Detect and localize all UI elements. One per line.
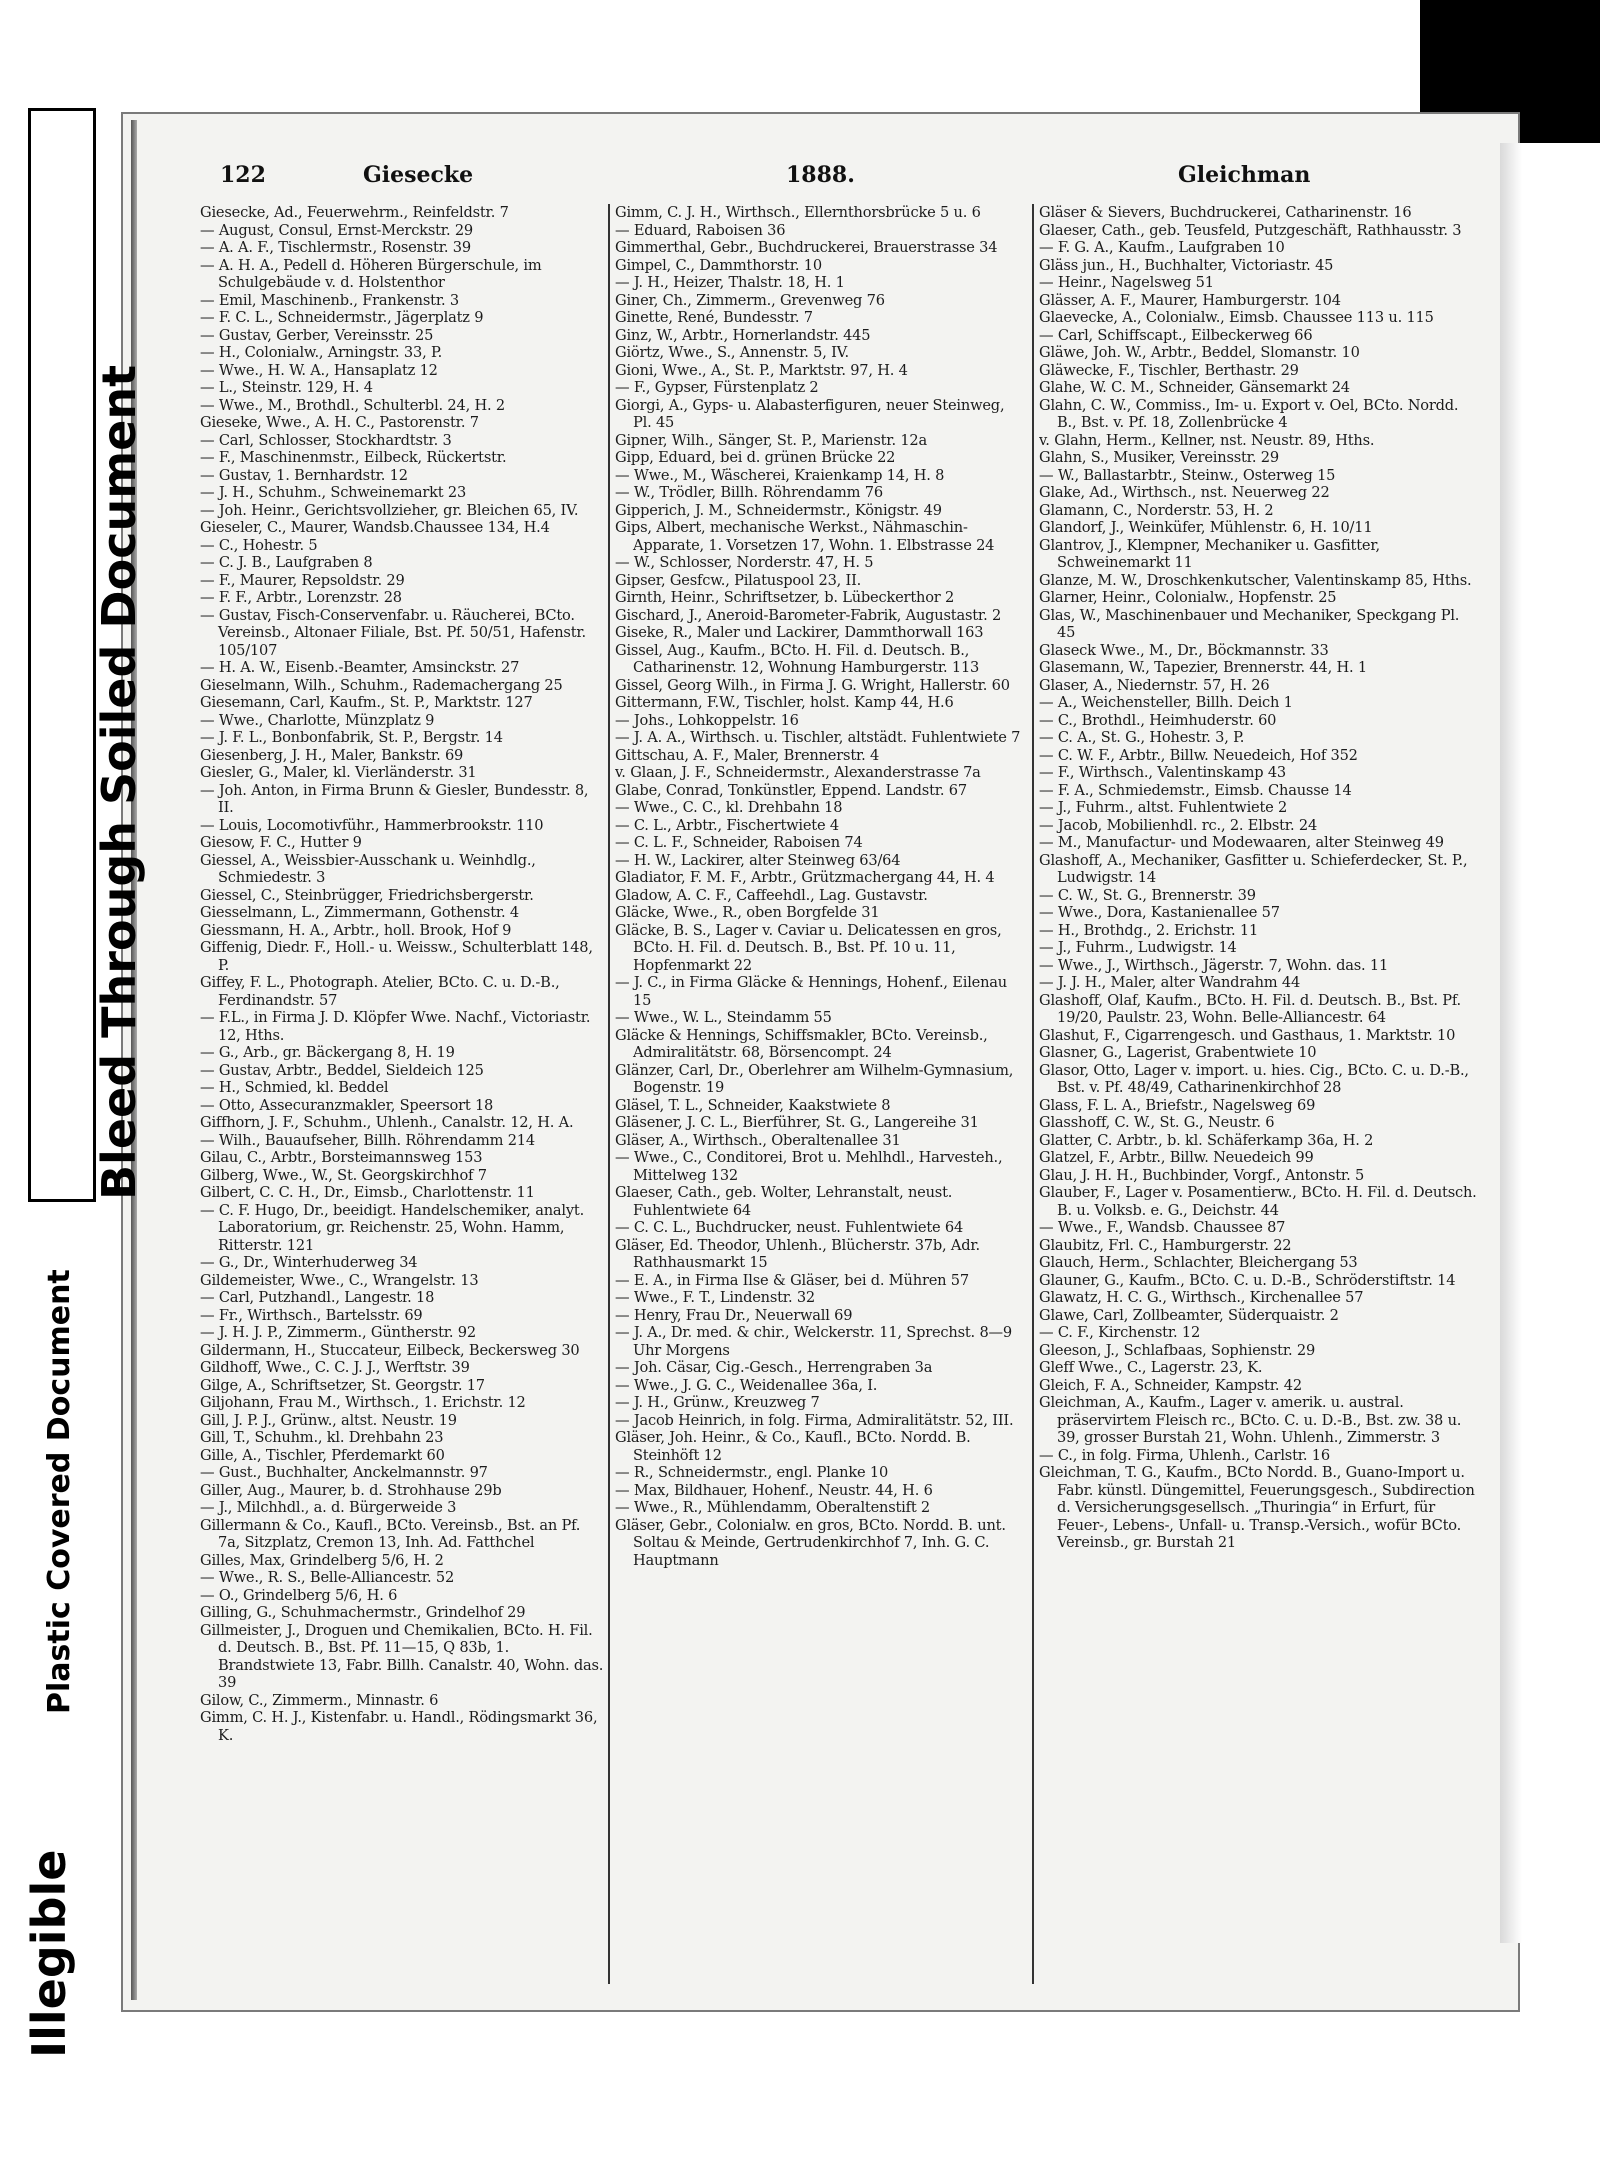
directory-entry: Glawatz, H. C. G., Wirthsch., Kirchenallee 57 (1039, 1289, 1364, 1306)
directory-entry: — Carl, Schiffscapt., Eilbeckerweg 66 (1039, 326, 1313, 344)
directory-entry: Glasner, G., Lagerist, Grabentwiete 10 (1039, 1044, 1317, 1061)
directory-entry: — H., Colonialw., Arningstr. 33, P. (200, 344, 443, 361)
directory-entry: Giffey, F. L., Photograph. Atelier, BCto. C. u. D.-B., Ferdinandstr. 57 (200, 974, 560, 1009)
column-divider (608, 204, 610, 1984)
directory-entry: Gildermann, H., Stuccateur, Eilbeck, Beckersweg 30 (200, 1341, 580, 1359)
directory-entry: — Wwe., C., Conditorei, Brot u. Mehlhdl., Harvesteh., Mittelweg 132 (615, 1149, 1003, 1184)
directory-entry: — Heinr., Nagelsweg 51 (1039, 274, 1214, 291)
directory-entry: — F.L., in Firma J. D. Klöpfer Wwe. Nachf., Victoriastr. 12, Hths. (200, 1009, 591, 1044)
page-header (148, 162, 1496, 198)
directory-entry: Giorgi, A., Gyps- u. Alabasterfiguren, neuer Steinweg, Pl. 45 (615, 396, 1005, 431)
directory-entry: Giseke, R., Maler und Lackirer, Dammthorwall 163 (615, 624, 984, 641)
directory-entry: Glaser, A., Niedernstr. 57, H. 26 (1039, 676, 1270, 694)
directory-entry: Glauner, G., Kaufm., BCto. C. u. D.-B., Schröderstiftstr. 14 (1039, 1271, 1456, 1289)
directory-entry: Gipner, Wilh., Sänger, St. P., Marienstr. 12a (615, 431, 927, 449)
directory-entry: Gläwecke, F., Tischler, Berthastr. 29 (1039, 361, 1299, 379)
directory-entry: — Joh. Heinr., Gerichtsvollzieher, gr. Bleichen 65, IV. (200, 501, 579, 519)
directory-entry: Giörtz, Wwe., S., Annenstr. 5, IV. (615, 344, 849, 361)
page-number: 122 (220, 162, 266, 188)
directory-entry: Gläser, A., Wirthsch., Oberaltenallee 31 (615, 1131, 901, 1149)
directory-entry: — Gustav, 1. Bernhardstr. 12 (200, 466, 408, 484)
directory-entry: Gläcke, Wwe., R., oben Borgfelde 31 (615, 904, 880, 921)
directory-entry: Glaseck Wwe., M., Dr., Böckmannstr. 33 (1039, 641, 1329, 659)
directory-entry: Gilow, C., Zimmerm., Minnastr. 6 (200, 1691, 439, 1709)
directory-entry: Giffhorn, J. F., Schuhm., Uhlenh., Canalstr. 12, H. A. (200, 1114, 574, 1131)
directory-entry: Glarner, Heinr., Colonialw., Hopfenstr. 25 (1039, 589, 1337, 606)
directory-entry: — Jacob Heinrich, in folg. Firma, Admiralitätstr. 52, III. (615, 1411, 1014, 1429)
directory-entry: Giessel, C., Steinbrügger, Friedrichsbergerstr. (200, 886, 534, 904)
directory-entry: — J., Fuhrm., altst. Fuhlentwiete 2 (1039, 799, 1288, 816)
directory-entry: Gläss jun., H., Buchhalter, Victoriastr. 45 (1039, 256, 1334, 274)
directory-entry: — G., Arb., gr. Bäckergang 8, H. 19 (200, 1044, 455, 1061)
directory-entry: v. Glahn, Herm., Kellner, nst. Neustr. 89, Hths. (1039, 431, 1375, 449)
directory-entry: — Wwe., Dora, Kastanienallee 57 (1039, 904, 1280, 921)
directory-entry: Gildhoff, Wwe., C. C. J. J., Werftstr. 39 (200, 1359, 470, 1376)
directory-entry: Giesselmann, L., Zimmermann, Gothenstr. 4 (200, 904, 520, 921)
directory-entry: Gleff Wwe., C., Lagerstr. 23, K. (1039, 1359, 1263, 1376)
directory-entry: — Gustav, Gerber, Vereinsstr. 25 (200, 326, 434, 344)
directory-entry: Gilbert, C. C. H., Dr., Eimsb., Charlottenstr. 11 (200, 1184, 535, 1201)
directory-entry: — W., Schlosser, Norderstr. 47, H. 5 (615, 554, 874, 571)
directory-entry: — J., Fuhrm., Ludwigstr. 14 (1039, 939, 1237, 956)
directory-entry: — W., Ballastarbtr., Steinw., Osterweg 15 (1039, 466, 1336, 484)
directory-entry: Glauch, Herm., Schlachter, Bleichergang 53 (1039, 1254, 1358, 1271)
directory-entry: — Eduard, Raboisen 36 (615, 221, 786, 239)
directory-entry: — Wwe., H. W. A., Hansaplatz 12 (200, 361, 438, 379)
directory-entry: Gilau, C., Arbtr., Borsteimannsweg 153 (200, 1149, 483, 1166)
directory-column-middle (615, 204, 1027, 1984)
directory-entry: Gissel, Aug., Kaufm., BCto. H. Fil. d. Deutsch. B., Catharinenstr. 12, Wohnung Hamburgerstr. 113 (615, 641, 980, 676)
directory-entry: Giffenig, Diedr. F., Holl.- u. Weissw., Schulterblatt 148, P. (200, 939, 593, 974)
directory-entry: — C., Brothdl., Heimhuderstr. 60 (1039, 711, 1277, 729)
directory-entry: Gilge, A., Schriftsetzer, St. Georgstr. 17 (200, 1376, 485, 1394)
directory-entry: Glahe, W. C. M., Schneider, Gänsemarkt 24 (1039, 379, 1350, 396)
directory-entry: — C., Hohestr. 5 (200, 536, 318, 554)
directory-entry: Gill, J. P. J., Grünw., altst. Neustr. 19 (200, 1411, 457, 1429)
directory-entry: — Wwe., F., Wandsb. Chaussee 87 (1039, 1219, 1286, 1236)
directory-entry: Gleichman, A., Kaufm., Lager v. amerik. u. austral. präservirtem Fleisch rc., BCto. C. u. D.-B., Bst. zw. 38 u. 39, grosser Burstah 21, Wohn. Uhlenh., Zimmerstr. 3 (1039, 1394, 1462, 1446)
directory-entry: Glaeser, Cath., geb. Wolter, Lehranstalt, neust. Fuhlentwiete 64 (615, 1184, 953, 1219)
directory-entry: Giessel, A., Weissbier-Ausschank u. Weinhdlg., Schmiedestr. 3 (200, 851, 536, 886)
directory-entry: — L., Steinstr. 129, H. 4 (200, 379, 373, 396)
directory-entry: Gladow, A. C. F., Caffeehdl., Lag. Gustavstr. (615, 886, 928, 904)
directory-entry: — J. H., Grünw., Kreuzweg 7 (615, 1394, 820, 1411)
directory-entry: — H., Schmied, kl. Beddel (200, 1079, 389, 1096)
directory-entry: — F. F., Arbtr., Lorenzstr. 28 (200, 589, 402, 606)
directory-entry: Gilling, G., Schuhmachermstr., Grindelhof 29 (200, 1604, 526, 1621)
directory-entry: Gimm, C. H. J., Kistenfabr. u. Handl., Rödingsmarkt 36, K. (200, 1709, 598, 1744)
directory-entry: Glänzer, Carl, Dr., Oberlehrer am Wilhelm-Gymnasium, Bogenstr. 19 (615, 1061, 1014, 1096)
directory-entry: Giller, Aug., Maurer, b. d. Strohhause 29b (200, 1481, 502, 1499)
plastic-covered-stamp: Plastic Covered Document (42, 1269, 77, 1714)
directory-entry: Girnth, Heinr., Schriftsetzer, b. Lübeckerthor 2 (615, 589, 955, 606)
directory-entry: — Fr., Wirthsch., Bartelsstr. 69 (200, 1306, 423, 1324)
directory-entry: Glatter, C. Arbtr., b. kl. Schäferkamp 36a, H. 2 (1039, 1131, 1374, 1149)
directory-entry: — F., Wirthsch., Valentinskamp 43 (1039, 764, 1286, 781)
directory-entry: Glau, J. H. H., Buchbinder, Vorgf., Antonstr. 5 (1039, 1166, 1365, 1184)
directory-entry: Gläwe, Joh. W., Arbtr., Beddel, Slomanstr. 10 (1039, 344, 1360, 361)
directory-entry: — F., Gypser, Fürstenplatz 2 (615, 379, 819, 396)
directory-entry: Glasemann, W., Tapezier, Brennerstr. 44, H. 1 (1039, 659, 1367, 676)
directory-entry: Giesler, G., Maler, kl. Vierländerstr. 31 (200, 764, 477, 781)
directory-entry: — C. L. F., Schneider, Raboisen 74 (615, 834, 863, 851)
directory-entry: Glawe, Carl, Zollbeamter, Süderquaistr. 2 (1039, 1306, 1339, 1324)
directory-entry: Gissel, Georg Wilh., in Firma J. G. Wright, Hallerstr. 60 (615, 676, 1010, 694)
directory-entry: — Wwe., W. L., Steindamm 55 (615, 1009, 832, 1026)
bleed-through-stamp: Bleed Through Soiled Document (92, 364, 146, 1200)
directory-entry: Glanze, M. W., Droschkenkutscher, Valentinskamp 85, Hths. (1039, 571, 1472, 589)
directory-entry: Glas, W., Maschinenbauer und Mechaniker, Speckgang Pl. 45 (1039, 606, 1460, 641)
directory-entry: — J. F. L., Bonbonfabrik, St. P., Bergstr. 14 (200, 729, 503, 746)
directory-entry: — C., in folg. Firma, Uhlenh., Carlstr. 16 (1039, 1446, 1330, 1464)
directory-entry: Gläcke & Hennings, Schiffsmakler, BCto. Vereinsb., Admiralitätstr. 68, Börsencompt. 24 (615, 1026, 988, 1061)
directory-entry: — Jacob, Mobilienhdl. rc., 2. Elbstr. 24 (1039, 816, 1318, 834)
directory-entry: Gildemeister, Wwe., C., Wrangelstr. 13 (200, 1271, 479, 1289)
directory-entry: — Max, Bildhauer, Hohenf., Neustr. 44, H. 6 (615, 1481, 933, 1499)
page-shadow (1500, 143, 1522, 1943)
directory-entry: Gittschau, A. F., Maler, Brennerstr. 4 (615, 746, 880, 764)
directory-entry: Gimmerthal, Gebr., Buchdruckerei, Brauerstrasse 34 (615, 239, 998, 256)
directory-entry: Gipperich, J. M., Schneidermstr., Königstr. 49 (615, 501, 942, 519)
directory-entry: — Wwe., M., Wäscherei, Kraienkamp 14, H. 8 (615, 466, 945, 484)
directory-entry: Gieseke, Wwe., A. H. C., Pastorenstr. 7 (200, 414, 479, 431)
directory-entry: — Wwe., R. S., Belle-Alliancestr. 52 (200, 1569, 455, 1586)
directory-entry: — Wwe., J., Wirthsch., Jägerstr. 7, Wohn. das. 11 (1039, 956, 1389, 974)
directory-entry: — G., Dr., Winterhuderweg 34 (200, 1254, 418, 1271)
directory-entry: Giessmann, H. A., Arbtr., holl. Brook, Hof 9 (200, 921, 512, 939)
left-keyword: Giesecke (363, 162, 474, 188)
right-keyword: Gleichman (1178, 162, 1311, 188)
directory-entry: Gläcke, B. S., Lager v. Caviar u. Delicatessen en gros, BCto. H. Fil. d. Deutsch. B., Bst. Pf. 10 u. 11, Hopfenmarkt 22 (615, 921, 1002, 974)
directory-entry: Gips, Albert, mechanische Werkst., Nähmaschin-Apparate, 1. Vorsetzen 17, Wohn. 1. Elbstrasse 24 (615, 519, 995, 554)
directory-entry: — J. J. H., Maler, alter Wandrahm 44 (1039, 974, 1301, 991)
directory-entry: — Wwe., C. C., kl. Drehbahn 18 (615, 799, 843, 816)
directory-entry: — Gust., Buchhalter, Anckelmannstr. 97 (200, 1464, 488, 1481)
directory-entry: Gill, T., Schuhm., kl. Drehbahn 23 (200, 1429, 444, 1446)
directory-page (148, 126, 1496, 1996)
directory-column-right (1039, 204, 1479, 1984)
directory-entry: Glatzel, F., Arbtr., Billw. Neuedeich 99 (1039, 1149, 1314, 1166)
directory-entry: Gieselmann, Wilh., Schuhm., Rademachergang 25 (200, 676, 563, 694)
directory-entry: — J. H. J. P., Zimmerm., Güntherstr. 92 (200, 1324, 476, 1341)
stamp-border (28, 108, 96, 1202)
directory-entry: Glantrov, J., Klempner, Mechaniker u. Gasfitter, Schweinemarkt 11 (1039, 536, 1380, 571)
directory-entry: Gleichman, T. G., Kaufm., BCto Nordd. B., Guano-Import u. Fabr. künstl. Düngemittel, Feuerungsgesch., Subdirection d. Versicherungsgesellsch. „Thuringia“ in Erfurt, für Feuer-, Lebens-, Unfall- u. Transp.-Versich., wofür BCto. Vereinsb., gr. Burstah 21 (1039, 1464, 1475, 1551)
directory-entry: — C. W., St. G., Brennerstr. 39 (1039, 886, 1256, 904)
directory-entry: — Wwe., Charlotte, Münzplatz 9 (200, 711, 435, 729)
directory-entry: Gittermann, F.W., Tischler, holst. Kamp 44, H.6 (615, 694, 954, 711)
directory-entry: — H., Brothdg., 2. Erichstr. 11 (1039, 921, 1259, 939)
directory-entry: Gläsel, T. L., Schneider, Kaakstwiete 8 (615, 1096, 891, 1114)
directory-entry: — C. C. L., Buchdrucker, neust. Fuhlentwiete 64 (615, 1219, 964, 1236)
directory-entry: — Carl, Schlosser, Stockhardtstr. 3 (200, 431, 452, 449)
directory-entry: — E. A., in Firma Ilse & Gläser, bei d. Mühren 57 (615, 1271, 969, 1289)
directory-entry: — R., Schneidermstr., engl. Planke 10 (615, 1464, 889, 1481)
directory-entry: — J. H., Schuhm., Schweinemarkt 23 (200, 484, 467, 501)
directory-entry: — J. A. A., Wirthsch. u. Tischler, altstädt. Fuhlentwiete 7 (615, 729, 1021, 746)
directory-entry: — C. A., St. G., Hohestr. 3, P. (1039, 729, 1245, 746)
directory-entry: — Emil, Maschinenb., Frankenstr. 3 (200, 291, 459, 309)
directory-entry: Gillermann & Co., Kaufl., BCto. Vereinsb., Bst. an Pf. 7a, Sitzplatz, Cremon 13, Inh. Ad. Fatthchel (200, 1516, 581, 1551)
directory-entry: Glauber, F., Lager v. Posamentierw., BCto. H. Fil. d. Deutsch. B. u. Volksb. e. G., Deichstr. 44 (1039, 1184, 1477, 1219)
directory-entry: — Joh. Cäsar, Cig.-Gesch., Herrengraben 3a (615, 1359, 933, 1376)
directory-entry: Glasor, Otto, Lager v. import. u. hies. Cig., BCto. C. u. D.-B., Bst. v. Pf. 48/49, Catharinenkirchhof 28 (1039, 1061, 1469, 1096)
directory-entry: — August, Consul, Ernst-Merckstr. 29 (200, 221, 473, 239)
directory-entry: — C. J. B., Laufgraben 8 (200, 554, 373, 571)
directory-entry: Glashut, F., Cigarrengesch. und Gasthaus, 1. Marktstr. 10 (1039, 1026, 1456, 1044)
column-divider (1032, 204, 1034, 1984)
directory-entry: — F. A., Schmiedemstr., Eimsb. Chausse 14 (1039, 781, 1352, 799)
directory-entry: — Otto, Assecuranzmakler, Speersort 18 (200, 1096, 494, 1114)
directory-entry: — F., Maurer, Repsoldstr. 29 (200, 571, 405, 589)
directory-entry: — Gustav, Arbtr., Beddel, Sieldeich 125 (200, 1061, 484, 1079)
directory-entry: Glamann, C., Norderstr. 53, H. 2 (1039, 501, 1274, 519)
directory-entry: Glass, F. L. A., Briefstr., Nagelsweg 69 (1039, 1096, 1316, 1114)
directory-entry: — Henry, Frau Dr., Neuerwall 69 (615, 1306, 853, 1324)
directory-entry: — Wwe., F. T., Lindenstr. 32 (615, 1289, 816, 1306)
directory-entry: v. Glaan, J. F., Schneidermstr., Alexanderstrasse 7a (615, 764, 981, 781)
directory-entry: Glaevecke, A., Colonialw., Eimsb. Chaussee 113 u. 115 (1039, 309, 1434, 326)
directory-entry: Gilberg, Wwe., W., St. Georgskirchhof 7 (200, 1166, 487, 1184)
directory-entry: — Wwe., M., Brothdl., Schulterbl. 24, H. 2 (200, 396, 505, 414)
year: 1888. (786, 162, 855, 188)
directory-entry: Giner, Ch., Zimmerm., Grevenweg 76 (615, 291, 885, 309)
directory-entry: Gladiator, F. M. F., Arbtr., Grützmachergang 44, H. 4 (615, 869, 995, 886)
directory-entry: Giesenberg, J. H., Maler, Bankstr. 69 (200, 746, 464, 764)
directory-entry: Glasshoff, C. W., St. G., Neustr. 6 (1039, 1114, 1275, 1131)
directory-entry: — J. H., Heizer, Thalstr. 18, H. 1 (615, 274, 845, 291)
directory-entry: Ginz, W., Arbtr., Hornerlandstr. 445 (615, 326, 871, 344)
illegible-stamp: Illegible (22, 1849, 76, 2058)
directory-entry: — Louis, Locomotivführ., Hammerbrookstr. 110 (200, 816, 544, 834)
directory-entry: Gleeson, J., Schlafbaas, Sophienstr. 29 (1039, 1341, 1316, 1359)
directory-entry: Gille, A., Tischler, Pferdemarkt 60 (200, 1446, 445, 1464)
directory-entry: — F., Maschinenmstr., Eilbeck, Rückertstr. (200, 449, 507, 466)
directory-entry: — Wilh., Bauaufseher, Billh. Röhrendamm 214 (200, 1131, 535, 1149)
directory-entry: Gläsener, J. C. L., Bierführer, St. G., Langereihe 31 (615, 1114, 979, 1131)
directory-entry: Glake, Ad., Wirthsch., nst. Neuerweg 22 (1039, 484, 1330, 501)
directory-entry: Glaeser, Cath., geb. Teusfeld, Putzgeschäft, Rathhausstr. 3 (1039, 221, 1462, 239)
directory-entry: Gioni, Wwe., A., St. P., Marktstr. 97, H. 4 (615, 361, 908, 379)
directory-entry: Glahn, S., Musiker, Vereinsstr. 29 (1039, 449, 1279, 466)
directory-entry: Gläser & Sievers, Buchdruckerei, Catharinenstr. 16 (1039, 204, 1412, 221)
directory-entry: — J., Milchhdl., a. d. Bürgerweide 3 (200, 1499, 457, 1516)
directory-entry: Glashoff, Olaf, Kaufm., BCto. H. Fil. d. Deutsch. B., Bst. Pf. 19/20, Paulstr. 23, Wohn. Belle-Alliancestr. 64 (1039, 991, 1461, 1026)
directory-entry: Glahn, C. W., Commiss., Im- u. Export v. Oel, BCto. Nordd. B., Bst. v. Pf. 18, Zollenbrücke 4 (1039, 396, 1459, 431)
directory-entry: — Wwe., R., Mühlendamm, Oberaltenstift 2 (615, 1499, 931, 1516)
directory-entry: Gleich, F. A., Schneider, Kampstr. 42 (1039, 1376, 1302, 1394)
directory-entry: — Johs., Lohkoppelstr. 16 (615, 711, 799, 729)
directory-entry: — Wwe., J. G. C., Weidenallee 36a, I. (615, 1376, 878, 1394)
directory-entry: Gimpel, C., Dammthorstr. 10 (615, 256, 822, 274)
directory-entry: — Joh. Anton, in Firma Brunn & Giesler, Bundesstr. 8, II. (200, 781, 589, 816)
directory-entry: — C. F., Kirchenstr. 12 (1039, 1324, 1201, 1341)
directory-entry: Gieseler, C., Maurer, Wandsb.Chaussee 134, H.4 (200, 519, 550, 536)
directory-entry: Ginette, René, Bundesstr. 7 (615, 309, 813, 326)
directory-entry: Giesow, F. C., Hutter 9 (200, 834, 362, 851)
directory-column-left (200, 204, 604, 1984)
directory-entry: Glässer, A. F., Maurer, Hamburgerstr. 104 (1039, 291, 1341, 309)
directory-entry: Gilles, Max, Grindelberg 5/6, H. 2 (200, 1551, 444, 1569)
directory-entry: — F. C. L., Schneidermstr., Jägerplatz 9 (200, 309, 484, 326)
directory-entry: — J. C., in Firma Gläcke & Hennings, Hohenf., Eilenau 15 (615, 974, 1007, 1009)
directory-entry: Glaubitz, Frl. C., Hamburgerstr. 22 (1039, 1236, 1292, 1254)
directory-entry: Gimm, C. J. H., Wirthsch., Ellernthorsbrücke 5 u. 6 (615, 204, 981, 221)
directory-entry: — C. W. F., Arbtr., Billw. Neuedeich, Hof 352 (1039, 746, 1358, 764)
directory-entry: — H. A. W., Eisenb.-Beamter, Amsinckstr. 27 (200, 659, 520, 676)
directory-entry: — W., Trödler, Billh. Röhrendamm 76 (615, 484, 883, 501)
directory-entry: Gipp, Eduard, bei d. grünen Brücke 22 (615, 449, 896, 466)
directory-entry: — J. A., Dr. med. & chir., Welckerstr. 11, Sprechst. 8—9 Uhr Morgens (615, 1324, 1013, 1359)
directory-entry: Giljohann, Frau M., Wirthsch., 1. Erichstr. 12 (200, 1394, 526, 1411)
directory-entry: — A. H. A., Pedell d. Höheren Bürgerschule, im Schulgebäude v. d. Holstenthor (200, 256, 542, 291)
directory-entry: Giesecke, Ad., Feuerwehrm., Reinfeldstr. 7 (200, 204, 509, 221)
directory-entry: — C. F. Hugo, Dr., beeidigt. Handelschemiker, analyt. Laboratorium, gr. Reichenstr. 25, Wohn. Hamm, Ritterstr. 121 (200, 1201, 585, 1254)
directory-entry: — M., Manufactur- und Modewaaren, alter Steinweg 49 (1039, 834, 1444, 851)
directory-entry: — A., Weichensteller, Billh. Deich 1 (1039, 694, 1293, 711)
directory-entry: Gipser, Gesfcw., Pilatuspool 23, II. (615, 571, 862, 589)
directory-entry: Gischard, J., Aneroid-Barometer-Fabrik, Augustastr. 2 (615, 606, 1002, 624)
directory-entry: Glandorf, J., Weinküfer, Mühlenstr. 6, H. 10/11 (1039, 519, 1373, 536)
directory-entry: Giesemann, Carl, Kaufm., St. P., Marktstr. 127 (200, 694, 533, 711)
directory-entry: Gläser, Joh. Heinr., & Co., Kaufl., BCto. Nordd. B. Steinhöft 12 (615, 1429, 971, 1464)
directory-entry: — O., Grindelberg 5/6, H. 6 (200, 1586, 398, 1604)
directory-entry: — Gustav, Fisch-Conservenfabr. u. Räucherei, BCto. Vereinsb., Altonaer Filiale, Bst. Pf. 50/51, Hafenstr. 105/107 (200, 606, 586, 659)
directory-entry: — C. L., Arbtr., Fischertwiete 4 (615, 816, 839, 834)
directory-entry: — F. G. A., Kaufm., Laufgraben 10 (1039, 239, 1285, 256)
directory-entry: Glashoff, A., Mechaniker, Gasfitter u. Schieferdecker, St. P., Ludwigstr. 14 (1039, 851, 1468, 886)
directory-entry: Glabe, Conrad, Tonkünstler, Eppend. Landstr. 67 (615, 781, 967, 799)
directory-entry: Gläser, Ed. Theodor, Uhlenh., Blücherstr. 37b, Adr. Rathhausmarkt 15 (615, 1236, 980, 1271)
directory-entry: Gläser, Gebr., Colonialw. en gros, BCto. Nordd. B. unt. Soltau & Meinde, Gertrudenkirchhof 7, Inh. G. C. Hauptmann (615, 1516, 1006, 1569)
directory-entry: Gillmeister, J., Droguen und Chemikalien, BCto. H. Fil. d. Deutsch. B., Bst. Pf. 11—15, Q 83b, 1. Brandstwiete 13, Fabr. Billh. Canalstr. 40, Wohn. das. 39 (200, 1621, 604, 1691)
directory-entry: — H. W., Lackirer, alter Steinweg 63/64 (615, 851, 901, 869)
directory-entry: — Carl, Putzhandl., Langestr. 18 (200, 1289, 435, 1306)
directory-entry: — A. A. F., Tischlermstr., Rosenstr. 39 (200, 239, 471, 256)
